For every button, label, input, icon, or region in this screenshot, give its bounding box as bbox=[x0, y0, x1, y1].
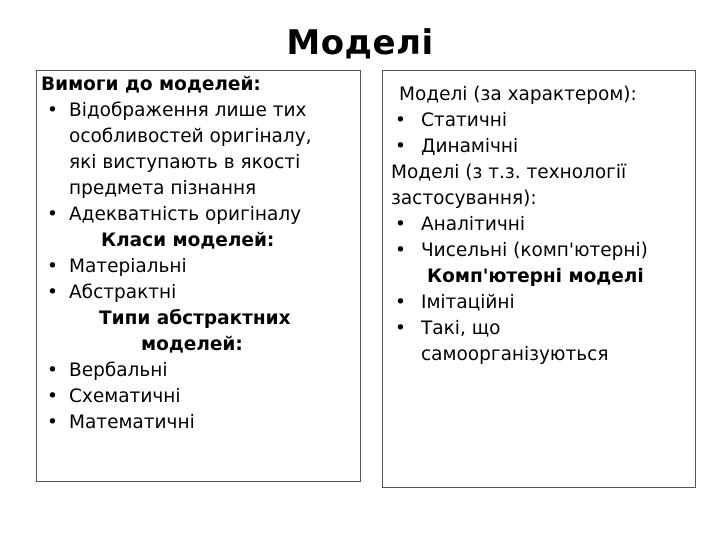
requirement-item-continuation: особливостей оригіналу, bbox=[69, 126, 312, 147]
requirement-item: • Відображення лише тих bbox=[41, 98, 360, 124]
technology-heading: Моделі (з т.з. технології bbox=[391, 162, 627, 183]
technology-item: • Аналітичні bbox=[391, 212, 695, 238]
computer-model-item: • Імітаційні bbox=[391, 290, 695, 316]
requirement-item: • Адекватність оригіналу bbox=[41, 202, 360, 228]
computer-model-item: • Такі, що bbox=[391, 316, 695, 342]
abstract-types-heading: Типи абстрактних bbox=[99, 308, 291, 329]
abstract-types-heading-continuation: моделей: bbox=[141, 334, 243, 355]
requirements-heading: Вимоги до моделей: bbox=[41, 74, 261, 95]
requirement-item-continuation: предмета пізнання bbox=[69, 178, 257, 199]
left-panel bbox=[36, 70, 361, 482]
computer-models-heading: Комп'ютерні моделі bbox=[427, 266, 644, 287]
abstract-type-item: • Схематичні bbox=[41, 384, 360, 410]
character-item: • Статичні bbox=[391, 108, 695, 134]
character-item: • Динамічні bbox=[391, 134, 695, 160]
character-heading: Моделі (за характером): bbox=[399, 84, 637, 105]
technology-item: • Чисельні (комп'ютерні) bbox=[391, 238, 695, 264]
class-item: • Матеріальні bbox=[41, 254, 360, 280]
computer-model-item-continuation: самоорганізуються bbox=[421, 344, 609, 365]
class-item: • Абстрактні bbox=[41, 280, 360, 306]
right-panel bbox=[382, 70, 696, 488]
requirement-item-continuation: які виступають в якості bbox=[69, 152, 301, 173]
classes-heading: Класи моделей: bbox=[101, 230, 275, 251]
abstract-type-item: • Вербальні bbox=[41, 358, 360, 384]
technology-heading-continuation: застосування): bbox=[391, 188, 537, 209]
slide-title: Моделі bbox=[286, 23, 434, 63]
abstract-type-item: • Математичні bbox=[41, 410, 360, 436]
